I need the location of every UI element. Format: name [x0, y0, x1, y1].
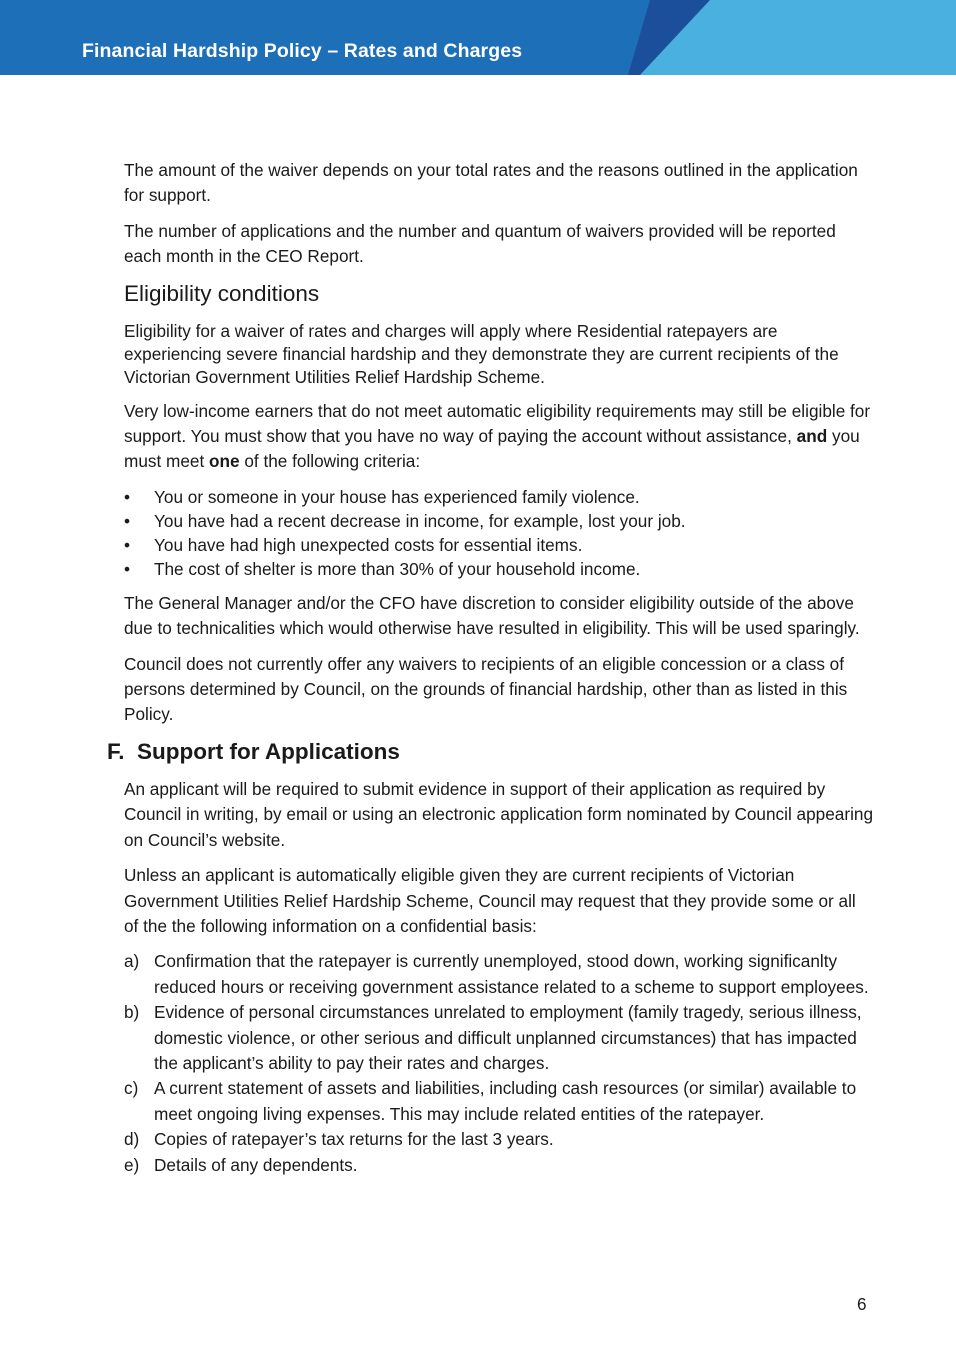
list-item-text: Evidence of personal circumstances unrelated to employment (family tragedy, serious illness, domestic violence, or other serious and difficult unplanned circumstances) that has impacted the applicant’s ability to pay their rates and charges. — [154, 1002, 862, 1073]
eligibility-paragraph-2-text-b: you must meet — [124, 426, 860, 472]
bullet-icon: • — [124, 510, 131, 531]
list-item-text: Copies of ratepayer’s tax returns for the last 3 years. — [154, 1129, 554, 1150]
list-item-text: Details of any dependents. — [154, 1154, 358, 1175]
eligibility-paragraph-2-text-c: of the following criteria: — [239, 451, 421, 472]
list-marker: d) — [124, 1129, 140, 1150]
list-item — [124, 1076, 874, 1127]
list-item-text: Confirmation that the ratepayer is currently unemployed, stood down, working significanlty reduced hours or receiving government assistance related to a scheme to support employees. — [154, 951, 869, 997]
list-marker: b) — [124, 1002, 140, 1023]
waiver-amount-paragraph: The amount of the waiver depends on your total rates and the reasons outlined in the application for support. — [124, 160, 858, 206]
emphasis-one: one — [209, 451, 240, 472]
bullet-icon: • — [124, 486, 131, 507]
list-item — [124, 485, 874, 509]
criteria-text: The cost of shelter is more than 30% of your household income. — [154, 558, 641, 579]
concession-paragraph: Council does not currently offer any waivers to recipients of an eligible concession or a class of persons determined by Council, on the grounds of financial hardship, other than as listed in this Policy. — [124, 653, 848, 725]
header-decoration — [0, 0, 956, 75]
document-title: Financial Hardship Policy – Rates and Charges — [82, 40, 523, 62]
emphasis-and: and — [796, 426, 828, 447]
list-item — [124, 533, 874, 557]
list-item — [124, 1000, 874, 1076]
information-request-paragraph: Unless an applicant is automatically eligible given they are current recipients of Victorian Government Utilities Relief Hardship Scheme, Council may request that they provide some or all of the the following information on a confidential basis: — [124, 865, 856, 936]
bullet-icon: • — [124, 558, 131, 579]
page-header-band — [0, 0, 956, 75]
criteria-text: You have had a recent decrease in income, for example, lost your job. — [154, 510, 686, 531]
list-marker: a) — [124, 951, 140, 972]
list-marker: e) — [124, 1154, 140, 1175]
list-marker: c) — [124, 1078, 139, 1099]
reporting-paragraph: The number of applications and the number and quantum of waivers provided will be reported each month in the CEO Report. — [124, 220, 836, 267]
criteria-text: You or someone in your house has experienced family violence. — [154, 486, 640, 507]
section-letter: F. — [107, 738, 125, 764]
list-item — [124, 509, 874, 533]
eligibility-paragraph-2-text-a: Very low-income earners that do not meet automatic eligibility requirements may still be eligible for support. You must show that you have no way of paying the account without assistance, — [124, 400, 871, 447]
criteria-list — [124, 485, 874, 581]
information-list — [124, 949, 874, 1178]
discretion-paragraph: The General Manager and/or the CFO have discretion to consider eligibility outside of the above due to technicalities which would otherwise have resulted in eligibility. This will be used sparingly. — [124, 592, 860, 639]
criteria-text: You have had high unexpected costs for essential items. — [154, 534, 583, 555]
list-item — [124, 1127, 874, 1152]
eligibility-paragraph-2 — [124, 399, 874, 475]
list-item — [124, 557, 874, 581]
list-item — [124, 1153, 874, 1178]
section-title: Support for Applications — [137, 738, 400, 764]
page-content — [107, 158, 874, 1178]
eligibility-paragraph-1: Eligibility for a waiver of rates and charges will apply where Residential ratepayers are experiencing severe financial hardship and they demonstrate they are current recipients of the Victorian Government Utilities Relief Hardship Scheme. — [124, 320, 839, 387]
eligibility-heading: Eligibility conditions — [124, 280, 320, 306]
section-f-heading — [107, 738, 874, 766]
list-item-text: A current statement of assets and liabilities, including cash resources (or similar) available to meet ongoing living expenses. This may include related entities of the ratepayer. — [154, 1078, 857, 1124]
list-item — [124, 949, 874, 1000]
bullet-icon: • — [124, 534, 131, 555]
evidence-paragraph: An applicant will be required to submit evidence in support of their application as required by Council in writing, by email or using an electronic application form nominated by Council appearing on Council’s website. — [124, 778, 874, 850]
page-number: 6 — [857, 1294, 867, 1314]
